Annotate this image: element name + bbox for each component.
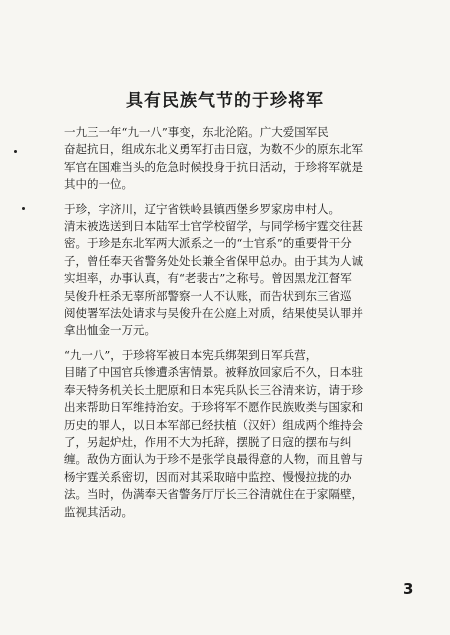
text-line: 杨宇霆关系密切，因而对其采取暗中监控、慢慢拉拢的办 [64,469,352,484]
paragraph-2 [64,201,408,340]
paragraph-3 [64,347,408,521]
text-line: 实坦率，办事认真，有“老裴古”之称号。曾因黑龙江督军 [64,271,352,286]
text-line: 拿出恤金一万元。 [64,323,156,338]
text-line: 吴俊升枉杀无辜所部警察一人不认账，而告状到东三省巡 [64,288,352,303]
chapter-title: 具有民族气节的于珍将军 [126,91,324,111]
text-line: 清末被选送到日本陆军士官学校留学，与同学杨宇霆交往甚 [64,219,363,234]
text-line: 奉天特务机关长土肥原和日本宪兵队长三谷清来访，请于珍 [64,382,363,397]
ink-speck [14,150,17,153]
text-line: 奋起抗日，组成东北义勇军打击日寇，为数不少的原东北军 [64,142,363,157]
page-number: 3 [403,580,414,598]
text-line: 法。当时，伪满奉天省警务厅厅长三谷清就住在于家隔壁， [64,487,363,502]
article-body [64,124,408,521]
text-line: “九一八”，于珍将军被日本宪兵绑架到日军兵营， [64,347,318,362]
text-line: 缠。敌伪方面认为于珍不是张学良最得意的人物，而且曾与 [64,452,363,467]
text-line: 出来帮助日军维持治安。于珍将军不愿作民族败类与国家和 [64,400,363,415]
ink-speck [22,207,25,210]
text-line: 了，另起炉灶，作用不大为托辞，摆脱了日寇的摆布与纠 [64,434,352,449]
text-line: 监视其活动。 [64,504,133,519]
text-line: 其中的一位。 [64,177,133,192]
text-line: 历史的罪人，以日本军部已经扶植（汉奸）组成两个维持会 [64,417,363,432]
text-line: 子，曾任奉天省警务处处长兼全省保甲总办。由于其为人诚 [64,253,363,268]
text-line: 目睹了中国官兵惨遭杀害情景。被释放回家后不久，日本驻 [64,365,363,380]
text-line: 阅使署军法处请求与吴俊升在公庭上对质，结果使吴认罪并 [64,306,363,321]
text-line: 一九三一年“九一八”事变，东北沦陷。广大爱国军民 [64,125,329,139]
text-line: 军官在国难当头的危急时候投身于抗日活动，于珍将军就是 [64,159,363,174]
text-line: 密。于珍是东北军两大派系之一的“士官系”的重要骨干分 [64,236,352,251]
paragraph-1 [64,124,408,194]
text-line: 于珍，字济川，辽宁省铁岭县镇西堡乡罗家房申村人。 [64,201,340,216]
